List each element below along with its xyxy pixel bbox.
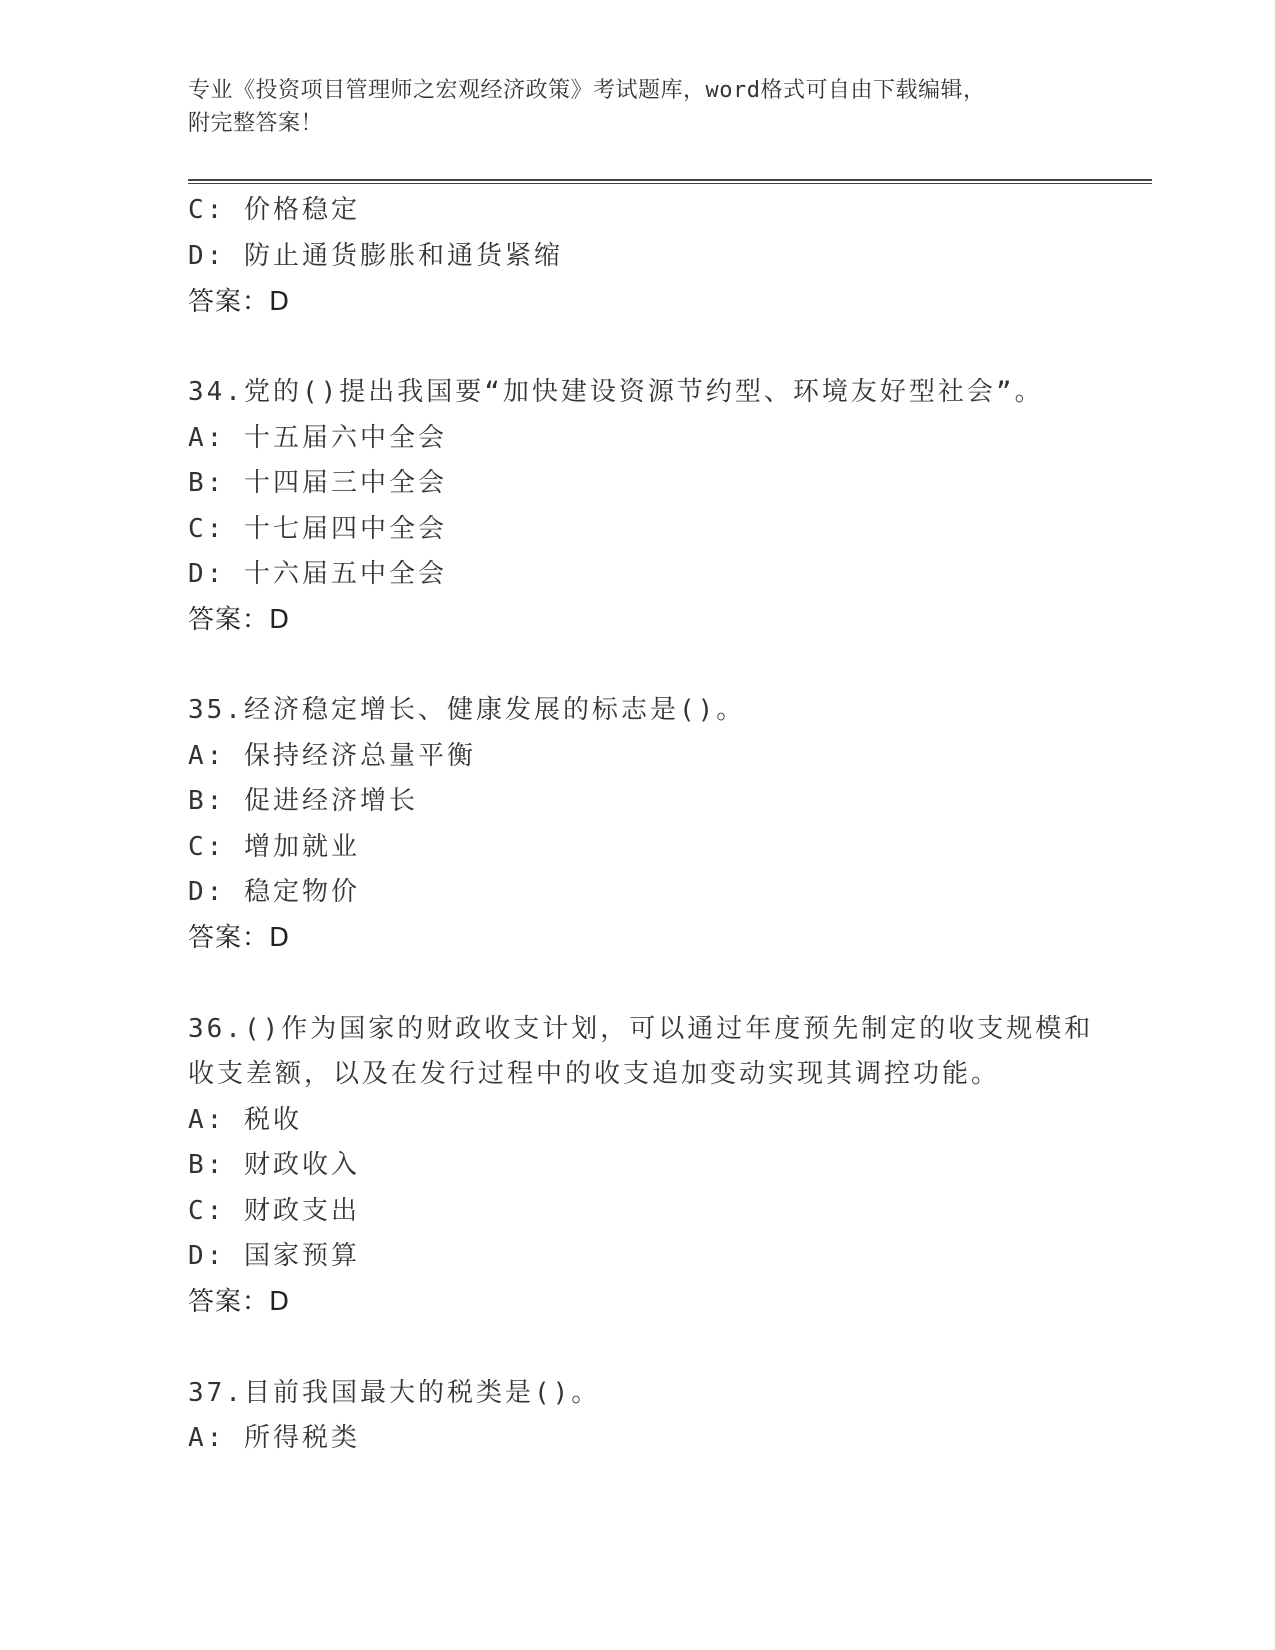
- option-line: B: 促进经济增长: [188, 786, 418, 816]
- question-text: 收支差额，以及在发行过程中的收支追加变动实现其调控功能。: [188, 1059, 1001, 1089]
- answer-line: 答案：D: [188, 923, 291, 953]
- answer-line: 答案：D: [188, 1287, 291, 1317]
- answer-line: 答案：D: [188, 287, 291, 317]
- option-line: C: 增加就业: [188, 832, 360, 862]
- option-line: D: 防止通货膨胀和通货紧缩: [188, 241, 563, 271]
- question-text: 34.党的()提出我国要“加快建设资源节约型、环境友好型社会”。: [188, 377, 1044, 407]
- question-text: 35.经济稳定增长、健康发展的标志是()。: [188, 695, 746, 725]
- header-line-2: 附完整答案！: [188, 111, 324, 136]
- option-line: A: 十五届六中全会: [188, 423, 447, 453]
- option-line: B: 十四届三中全会: [188, 468, 447, 498]
- option-line: D: 十六届五中全会: [188, 559, 447, 589]
- option-line: D: 国家预算: [188, 1241, 360, 1271]
- question-text: 36.()作为国家的财政收支计划，可以通过年度预先制定的收支规模和: [188, 1014, 1094, 1044]
- document-header: [188, 74, 1088, 140]
- option-line: A: 税收: [188, 1105, 302, 1135]
- option-line: C: 十七届四中全会: [188, 514, 447, 544]
- question-text: 37.目前我国最大的税类是()。: [188, 1378, 601, 1408]
- option-line: B: 财政收入: [188, 1150, 360, 1180]
- option-line: C: 财政支出: [188, 1196, 360, 1226]
- header-line-1: 专业《投资项目管理师之宏观经济政策》考试题库，word格式可自由下载编辑，: [188, 78, 986, 103]
- header-rule-thin: [188, 183, 1152, 184]
- option-line: C: 价格稳定: [188, 195, 360, 225]
- answer-line: 答案：D: [188, 605, 291, 635]
- option-line: A: 保持经济总量平衡: [188, 741, 476, 771]
- option-line: A: 所得税类: [188, 1423, 360, 1453]
- option-line: D: 稳定物价: [188, 877, 360, 907]
- header-rule-thick: [188, 179, 1152, 181]
